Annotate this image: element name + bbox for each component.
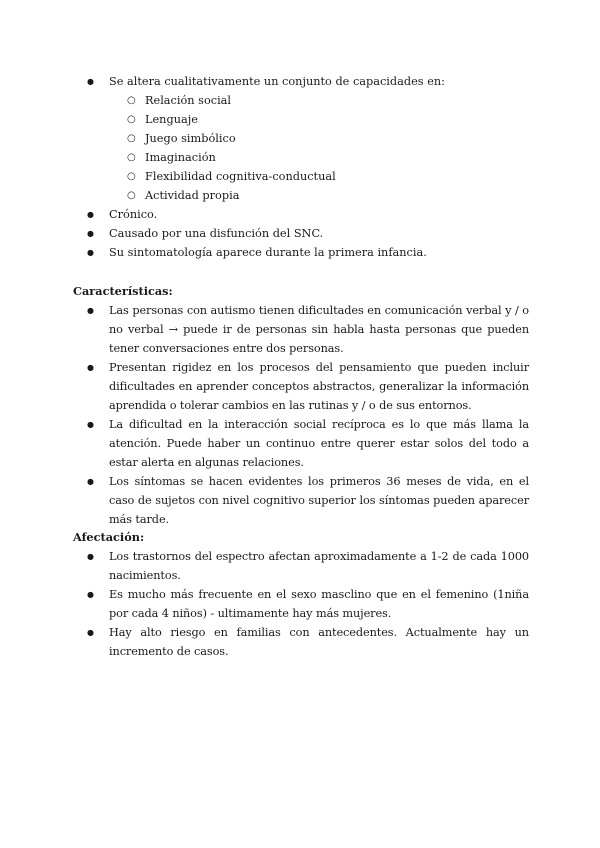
- sublist-item: ○ Imaginación: [145, 148, 529, 167]
- list-item: ● Los trastornos del espectro afectan aproximadamente a 1-2 de cada 1000 nacimientos.: [109, 547, 529, 585]
- sublist-container: [109, 91, 529, 205]
- afectacion-list: [109, 547, 529, 661]
- list-item: ● Presentan rigidez en los procesos del pensamiento que pueden incluir dificultades en aprender conceptos abstractos, generalizar la información aprendida o tolerar cambios en las rutinas y / o de sus entornos.: [109, 358, 529, 415]
- capacidades-sublist: [145, 91, 529, 205]
- list-item: ● Es mucho más frecuente en el sexo masclino que en el femenino (1niña por cada 4 niños) - ultimamente hay más mujeres.: [109, 585, 529, 623]
- sublist-item: ○ Relación social: [145, 91, 529, 110]
- sublist-item: ○ Actividad propia: [145, 186, 529, 205]
- list-item: ● Su sintomatología aparece durante la primera infancia.: [109, 243, 529, 262]
- sublist-item: ○ Lenguaje: [145, 110, 529, 129]
- intro-list: [109, 72, 529, 262]
- list-item: ● Las personas con autismo tienen dificultades en comunicación verbal y / o no verbal → puede ir de personas sin habla hasta personas que pueden tener conversaciones entre dos personas.: [109, 301, 529, 358]
- afectacion-heading: Afectación:: [73, 530, 145, 544]
- list-item: ● Los síntomas se hacen evidentes los primeros 36 meses de vida, en el caso de sujetos con nivel cognitivo superior los síntomas pueden aparecer más tarde.: [109, 472, 529, 529]
- caracteristicas-heading: Características:: [73, 284, 173, 298]
- list-item: ● Causado por una disfunción del SNC.: [109, 224, 529, 243]
- list-item: ● Se altera cualitativamente un conjunto de capacidades en:: [109, 72, 529, 91]
- list-item: ● La dificultad en la interacción social recíproca es lo que más llama la atención. Puede haber un continuo entre querer estar solos del todo a estar alerta en algunas relaciones.: [109, 415, 529, 472]
- caracteristicas-list: [109, 301, 529, 529]
- list-item: ● Crónico.: [109, 205, 529, 224]
- sublist-item: ○ Juego simbólico: [145, 129, 529, 148]
- sublist-item: ○ Flexibilidad cognitiva-conductual: [145, 167, 529, 186]
- list-item: ● Hay alto riesgo en familias con antecedentes. Actualmente hay un incremento de casos.: [109, 623, 529, 661]
